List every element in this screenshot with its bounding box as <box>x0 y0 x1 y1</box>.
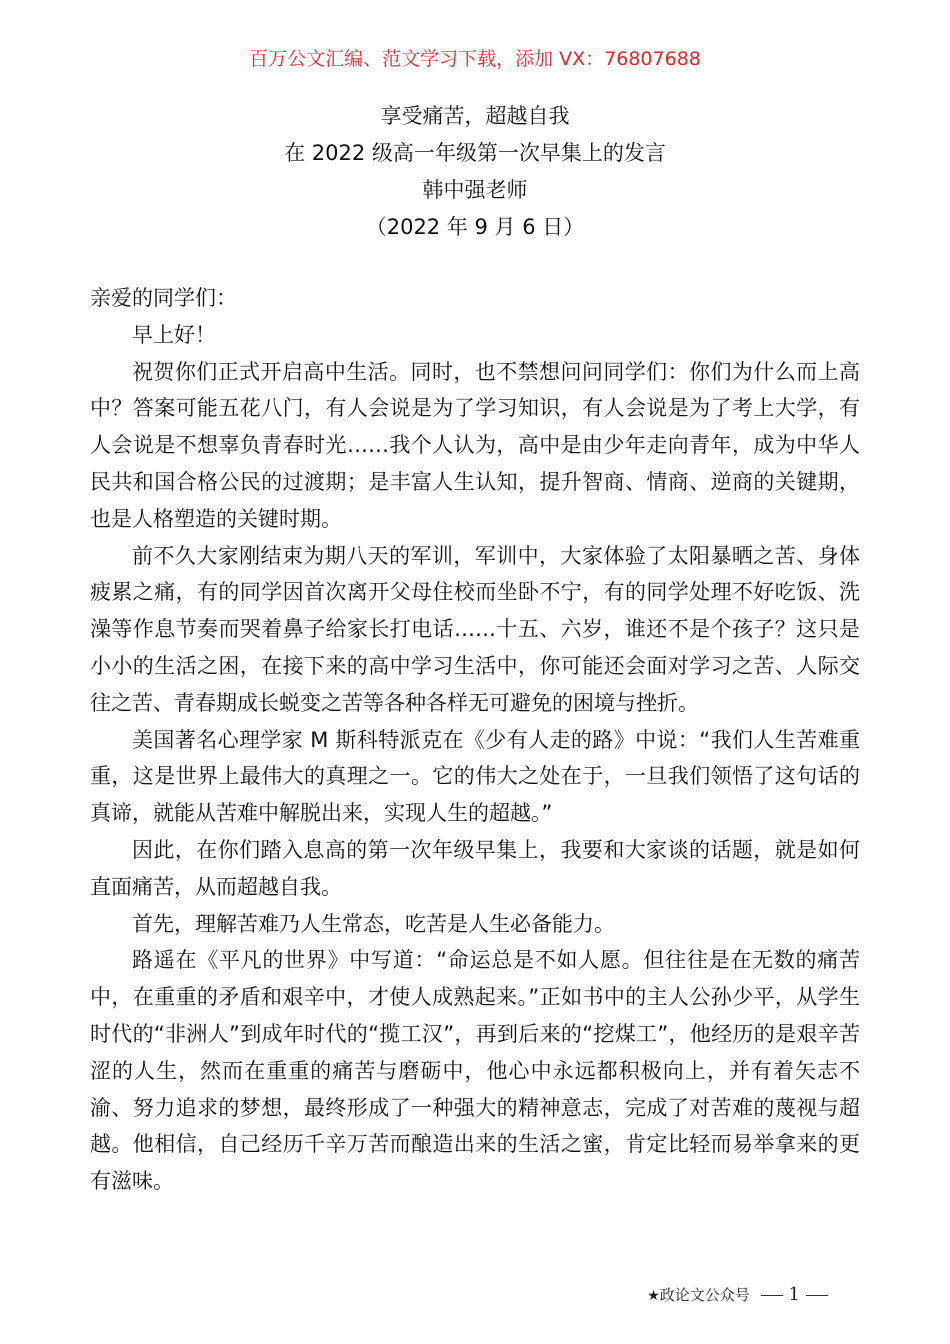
paragraph-greeting: 早上好！ <box>132 322 216 347</box>
promo-banner: 百万公文汇编、范文学习下载，添加 VX：76807688 <box>249 48 701 70</box>
page-number: 1 <box>788 1284 800 1305</box>
star-icon: ★ <box>647 1288 660 1304</box>
page-footer <box>647 1282 834 1309</box>
speech-date: （2022 年 9 月 6 日） <box>365 215 585 239</box>
paragraph-peck-quote: 美国著名心理学家 M 斯科特派克在《少有人走的路》中说：“我们人生苦难重重，这是世界上最伟大的真理之一。它的伟大之处在于，一旦我们领悟了这句话的真谛，就能从苦难中解脱出来，实现人生的超越。” <box>90 727 860 826</box>
paragraph-luyao-quote: 路遥在《平凡的世界》中写道：“命运总是不如人愿。但往往是在无数的痛苦中，在重重的矛盾和艰辛中，才使人成熟起来。”正如书中的主人公孙少平，从学生时代的“非洲人”到成年时代的“揽工汉”，再到后来的“挖煤工”，他经历的是艰辛苦涩的人生，然而在重重的痛苦与磨砺中，他心中永远都积极向上，并有着矢志不渝、努力追求的梦想，最终形成了一种强大的精神意志，完成了对苦难的蔑视与超越。他相信，自己经历千辛万苦而酿造出来的生活之蜜，肯定比轻而易举拿来的更有滋味。 <box>90 948 860 1194</box>
paragraph-topic: 因此，在你们踏入息高的第一次年级早集上，我要和大家谈的话题，就是如何直面痛苦，从而超越自我。 <box>90 837 860 899</box>
title-block <box>0 98 950 246</box>
footer-source: 政论文公众号 <box>659 1286 750 1304</box>
speech-title: 享受痛苦，超越自我 <box>380 104 570 128</box>
footer-dash-left <box>761 1295 783 1296</box>
paragraph-congratulations: 祝贺你们正式开启高中生活。同时，也不禁想问问同学们：你们为什么而上高中？答案可能五花八门，有人会说是为了学习知识，有人会说是为了考上大学，有人会说是不想辜负青春时光……我个人认为，高中是由少年走向青年，成为中华人民共和国合格公民的过渡期；是丰富人生认知，提升智商、情商、逆商的关键期，也是人格塑造的关键时期。 <box>90 359 860 531</box>
salutation: 亲爱的同学们： <box>90 286 237 310</box>
speaker-name: 韩中强老师 <box>422 178 528 202</box>
footer-dash-right <box>806 1295 828 1296</box>
speech-body <box>90 280 860 1200</box>
paragraph-military-training: 前不久大家刚结束为期八天的军训，军训中，大家体验了太阳暴晒之苦、身体疲累之痛，有的同学因首次离开父母住校而坐卧不宁，有的同学处理不好吃饭、洗澡等作息节奏而哭着鼻子给家长打电话……十五、六岁，谁还不是个孩子？这只是小小的生活之困，在接下来的高中学习生活中，你可能还会面对学习之苦、人际交往之苦、青春期成长蜕变之苦等各种各样无可避免的困境与挫折。 <box>90 543 860 715</box>
speech-subtitle: 在 2022 级高一年级第一次早集上的发言 <box>284 141 666 165</box>
paragraph-first-point: 首先，理解苦难乃人生常态，吃苦是人生必备能力。 <box>132 911 615 936</box>
